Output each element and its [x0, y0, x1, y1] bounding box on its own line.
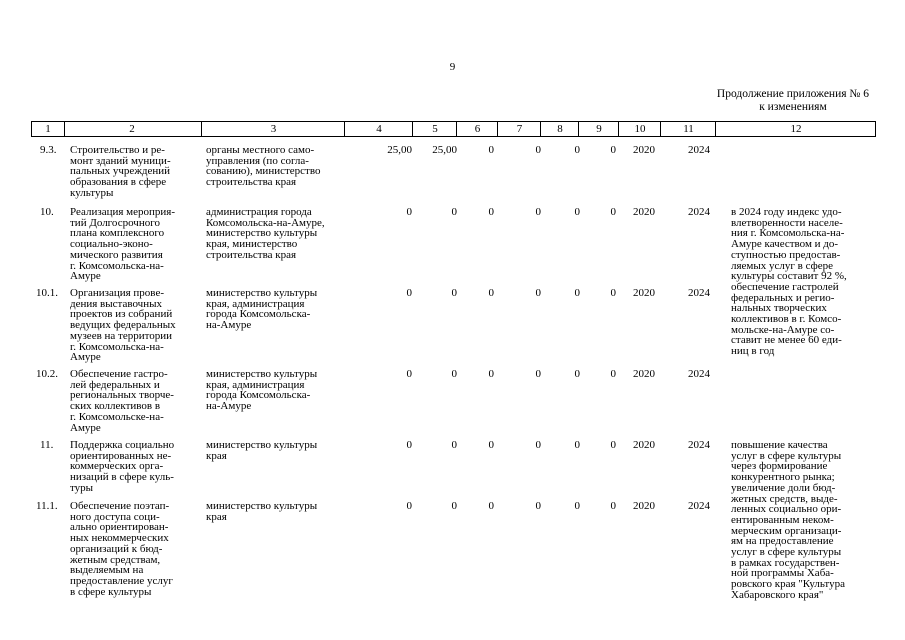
continuation-caption [717, 88, 869, 114]
row-end-year: 2024 [688, 287, 710, 299]
row-col-9: 0 [610, 439, 616, 451]
row-start-year: 2020 [633, 500, 655, 512]
row-start-year: 2020 [633, 287, 655, 299]
row-start-year: 2020 [633, 144, 655, 156]
row-col-9: 0 [610, 368, 616, 380]
row-name: Обеспечение гастро- лей федеральных и региональных творче- ских коллективов в г. Комсомольске-на- Амуре [70, 368, 174, 434]
row-col-7: 0 [535, 144, 541, 156]
row-executor: администрация города Комсомольска-на-Амуре, министерство культуры края, министерство строительства края [206, 206, 325, 261]
row-name: Поддержка социально ориентированных не- коммерческих орга- низаций в сфере куль- туры [70, 439, 175, 494]
row-col-9: 0 [610, 144, 616, 156]
row-col-8: 0 [574, 287, 580, 299]
row-col-9: 0 [610, 206, 616, 218]
row-start-year: 2020 [633, 206, 655, 218]
header-col-4: 4 [344, 122, 413, 136]
row-col-8: 0 [574, 206, 580, 218]
row-col-8: 0 [574, 144, 580, 156]
row-executor: министерство культуры края, администрация города Комсомольска- на-Амуре [206, 287, 318, 332]
row-col-5: 25,00 [432, 144, 457, 156]
row-name: Организация прове- дения выставочных проектов из собраний ведущих федеральных музеев на территории г. Комсомольска-на- Амуре [70, 287, 176, 364]
row-col-4: 0 [406, 287, 412, 299]
row-col-4: 0 [406, 368, 412, 380]
row-end-year: 2024 [688, 439, 710, 451]
row-col-5: 0 [451, 368, 457, 380]
row-start-year: 2020 [633, 439, 655, 451]
row-executor: органы местного само- управления (по согла- сованию), министерство строительства края [206, 144, 321, 189]
header-col-5: 5 [412, 122, 457, 136]
row-name: Строительство и ре- монт зданий муници- пальных учреждений образования в сфере культуры [70, 144, 171, 199]
row-col-8: 0 [574, 439, 580, 451]
row-col-5: 0 [451, 287, 457, 299]
row-number: 10. [40, 206, 54, 218]
row-end-year: 2024 [688, 206, 710, 218]
row-col-9: 0 [610, 500, 616, 512]
header-col-10: 10 [618, 122, 661, 136]
header-col-3: 3 [201, 122, 345, 136]
row-end-year: 2024 [688, 368, 710, 380]
header-col-12: 12 [715, 122, 876, 136]
row-col-7: 0 [535, 500, 541, 512]
header-col-8: 8 [540, 122, 579, 136]
header-col-1: 1 [45, 123, 51, 135]
row-col-8: 0 [574, 500, 580, 512]
row-col-4: 0 [406, 206, 412, 218]
row-col-6: 0 [488, 287, 494, 299]
row-name: Обеспечение поэтап- ного доступа соци- ально ориентирован- ных некоммерческих организаций к бюд- жетным средствам, выделяемым на предоставление услуг в сфере культуры [70, 500, 173, 598]
row-executor: министерство культуры края [206, 500, 318, 523]
row-col-5: 0 [451, 500, 457, 512]
header-col-7: 7 [497, 122, 541, 136]
page-number: 9 [449, 61, 456, 73]
row-col-6: 0 [488, 144, 494, 156]
row-end-year: 2024 [688, 500, 710, 512]
row-col-7: 0 [535, 287, 541, 299]
header-col-2: 2 [64, 122, 199, 136]
row-col-6: 0 [488, 206, 494, 218]
row-col-4: 0 [406, 439, 412, 451]
row-col-5: 0 [451, 206, 457, 218]
row-col-4: 0 [406, 500, 412, 512]
row-executor: министерство культуры края, администрация города Комсомольска- на-Амуре [206, 368, 318, 413]
row-col-5: 0 [451, 439, 457, 451]
row-col-4: 25,00 [387, 144, 412, 156]
row-col-6: 0 [488, 439, 494, 451]
row-start-year: 2020 [633, 368, 655, 380]
row-number: 10.2. [36, 368, 58, 380]
row-col-6: 0 [488, 500, 494, 512]
continuation-line-1: Продолжение приложения № 6 [716, 88, 869, 100]
row-number: 11. [40, 439, 54, 451]
result-text: в 2024 году индекс удо- влетворенности населе- ния г. Комсомольска-на- Амуре качеством и до- ступностью предостав- ляемых услуг в сфере культуры составит 92 %, обеспечение гастролей федеральных и регио- нальных творческих коллективов в г. Комсо- мольске-на-Амуре со- ставит не менее 60 еди- ниц в год [731, 206, 847, 358]
row-col-7: 0 [535, 368, 541, 380]
row-number: 9.3. [40, 144, 57, 156]
row-number: 10.1. [36, 287, 58, 299]
table-header [31, 121, 876, 137]
row-col-9: 0 [610, 287, 616, 299]
row-col-6: 0 [488, 368, 494, 380]
continuation-line-2: к изменениям [759, 101, 827, 113]
row-col-8: 0 [574, 368, 580, 380]
row-number: 11.1. [36, 500, 58, 512]
header-col-11: 11 [660, 122, 716, 136]
row-end-year: 2024 [688, 144, 710, 156]
row-name: Реализация мероприя- тий Долгосрочного плана комплексного социально-эконо- мического развития г. Комсомольска-на- Амуре [70, 206, 175, 283]
row-col-7: 0 [535, 439, 541, 451]
header-col-6: 6 [456, 122, 498, 136]
result-text: повышение качества услуг в сфере культуры через формирование конкурентного рынка; увеличение доли бюд- жетных средств, выде- ленных социально ори- ентированным неком- мерческим организаци- ям на предоставление услуг в сфере культуры в рамках государствен- ной программы Хаба- ровского края "Культура Хабаровского края" [731, 439, 845, 601]
header-col-9: 9 [578, 122, 619, 136]
row-col-7: 0 [535, 206, 541, 218]
row-executor: министерство культуры края [206, 439, 318, 462]
